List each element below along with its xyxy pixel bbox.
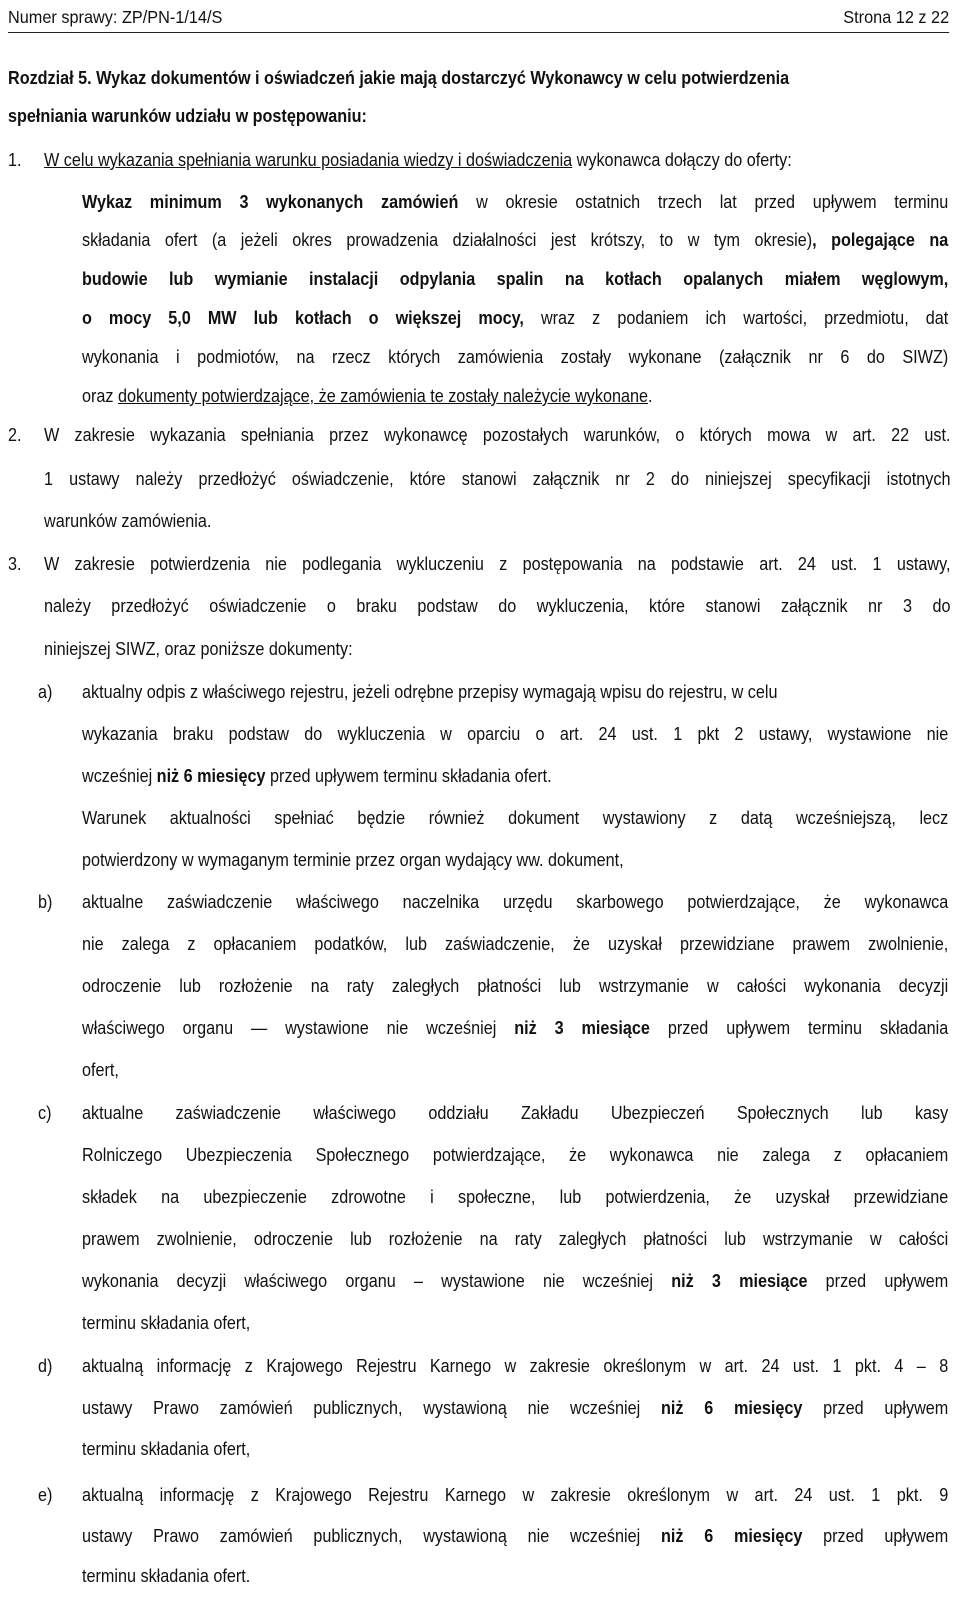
item-1-intro-underlined: W celu wykazania spełniania warunku posiadania wiedzy i doświadczenia (44, 149, 573, 170)
item-e-line-1: aktualną informację z Krajowego Rejestru Karnego w zakresie określonym w art. 24 ust. 1 pkt. 9 (82, 1484, 949, 1505)
item-e-line-2 (82, 1515, 948, 1557)
item-a-line-5: potwierdzony w wymaganym terminie przez organ wydający ww. dokument, (82, 849, 624, 870)
item-1-number: 1. (8, 149, 22, 170)
item-e-line-2-prefix: ustawy Prawo zamówień publicznych, wystawioną nie wcześniej (82, 1525, 661, 1546)
item-1-intro-rest: wykonawca dołączy do oferty: (572, 149, 792, 170)
item-a-line-1: aktualny odpis z właściwego rejestru, jeżeli odrębne przepisy wymagają wpisu do rejestru, w celu (82, 681, 778, 702)
item-1-line-2-text: składania ofert (a jeżeli okres prowadzenia działalności jest krótszy, to w tym okresie) (82, 229, 813, 250)
item-a-line-3-rest: przed upływem terminu składania ofert. (265, 765, 552, 786)
item-1-line-6 (82, 375, 948, 417)
item-3-number: 3. (8, 553, 22, 574)
item-d-line-2-prefix: ustawy Prawo zamówień publicznych, wystawioną nie wcześniej (82, 1397, 661, 1418)
item-b-label: b) (38, 891, 53, 912)
item-1-line-1-rest: w okresie ostatnich trzech lat przed upływem terminu (458, 191, 949, 212)
item-e-line-3: terminu składania ofert. (82, 1565, 251, 1586)
item-1-line-2 (82, 219, 948, 261)
item-d-line-1: aktualną informację z Krajowego Rejestru Karnego w zakresie określonym w art. 24 ust. 1 pkt. 4 – 8 (82, 1355, 949, 1376)
item-b-line-4-rest: przed upływem terminu składania (649, 1017, 949, 1038)
item-c-line-4: prawem zwolnienie, odroczenie lub rozłożenie na raty zaległych płatności lub wstrzymanie w całości (82, 1228, 949, 1249)
item-c-line-5 (82, 1260, 948, 1302)
page-number: Strona 12 z 22 (843, 7, 950, 27)
item-a-line-2: wykazania braku podstaw do wykluczenia w oparciu o art. 24 ust. 1 pkt 2 ustawy, wystawione nie (82, 723, 949, 744)
item-e-line-2-rest: przed upływem (802, 1525, 949, 1546)
chapter-heading-line-1: Rozdział 5. Wykaz dokumentów i oświadczeń jakie mają dostarczyć Wykonawcy w celu potwierdzenia (8, 67, 790, 88)
item-b-deadline-bold: niż 3 miesiące (514, 1017, 650, 1038)
item-1-line-2-bold: , polegające na (812, 229, 949, 250)
item-e-label: e) (38, 1484, 53, 1505)
item-3-line-3: niniejszej SIWZ, oraz poniższe dokumenty: (44, 638, 353, 659)
item-a-line-3-prefix: wcześniej (82, 765, 157, 786)
item-1-line-4-rest: wraz z podaniem ich wartości, przedmiotu, dat (523, 307, 949, 328)
item-2-number: 2. (8, 424, 22, 445)
case-number: Numer sprawy: ZP/PN-1/14/S (8, 7, 223, 27)
item-b-line-1: aktualne zaświadczenie właściwego naczelnika urzędu skarbowego potwierdzające, że wykonawca (82, 891, 949, 912)
item-d-line-2 (82, 1387, 948, 1429)
item-c-line-6: terminu składania ofert, (82, 1312, 251, 1333)
item-1-line-6-prefix: oraz (82, 385, 118, 406)
item-1-line-3: budowie lub wymianie instalacji odpylania spalin na kotłach opalanych miałem węglowym, (82, 268, 949, 289)
item-c-line-2: Rolniczego Ubezpieczenia Społecznego potwierdzające, że wykonawca nie zalega z opłacaniem (82, 1144, 949, 1165)
item-3-line-2: należy przedłożyć oświadczenie o braku podstaw do wykluczenia, które stanowi załącznik nr 3 do (44, 595, 951, 616)
item-c-deadline-bold: niż 3 miesiące (671, 1270, 808, 1291)
item-a-label: a) (38, 681, 53, 702)
item-2-line-1: W zakresie wykazania spełniania przez wykonawcę pozostałych warunków, o których mowa w art. 22 ust. (44, 424, 951, 445)
item-1-documents-underlined: dokumenty potwierdzające, że zamówienia te zostały należycie wykonane (117, 385, 648, 406)
item-b-line-4 (82, 1007, 948, 1049)
item-2-line-2: 1 ustawy należy przedłożyć oświadczenie, które stanowi załącznik nr 2 do niniejszej specyfikacji istotnych (44, 468, 951, 489)
item-b-line-5: ofert, (82, 1059, 119, 1080)
item-c-label: c) (38, 1102, 52, 1123)
item-d-label: d) (38, 1355, 53, 1376)
item-a-line-3 (82, 755, 948, 797)
item-3-line-1: W zakresie potwierdzenia nie podlegania wykluczeniu z postępowania na podstawie art. 24 ust. 1 ustawy, (44, 553, 951, 574)
item-1-line-6-end: . (647, 385, 653, 406)
item-b-line-2: nie zalega z opłacaniem podatków, lub zaświadczenie, że uzyskał przewidziane prawem zwolnienie, (82, 933, 949, 954)
item-c-line-1: aktualne zaświadczenie właściwego oddziału Zakładu Ubezpieczeń Społecznych lub kasy (82, 1102, 949, 1123)
item-1-intro (44, 139, 950, 181)
item-a-line-4: Warunek aktualności spełniać będzie również dokument wystawiony z datą wcześniejszą, lecz (82, 807, 949, 828)
item-b-line-3: odroczenie lub rozłożenie na raty zaległych płatności lub wstrzymanie w całości wykonania decyzji (82, 975, 949, 996)
item-c-line-5-rest: przed upływem (807, 1270, 949, 1291)
chapter-heading-line-2: spełniania warunków udziału w postępowaniu: (8, 105, 367, 126)
item-2-line-3: warunków zamówienia. (44, 510, 212, 531)
item-d-line-3: terminu składania ofert, (82, 1438, 251, 1459)
item-1-list-title: Wykaz minimum 3 wykonanych zamówień (82, 191, 459, 212)
item-e-deadline-bold: niż 6 miesięcy (660, 1525, 803, 1546)
item-1-line-1 (82, 181, 948, 223)
item-1-line-4-bold: o mocy 5,0 MW lub kotłach o większej mocy, (82, 307, 524, 328)
item-d-line-2-rest: przed upływem (802, 1397, 949, 1418)
item-a-deadline-bold: niż 6 miesięcy (156, 765, 266, 786)
page-header (8, 4, 949, 33)
item-b-line-4-prefix: właściwego organu — wystawione nie wcześniej (82, 1017, 515, 1038)
item-1-line-5: wykonania i podmiotów, na rzecz których zamówienia zostały wykonane (załącznik nr 6 do SIWZ) (82, 346, 949, 367)
item-1-line-4 (82, 297, 948, 339)
item-d-deadline-bold: niż 6 miesięcy (660, 1397, 803, 1418)
item-c-line-5-prefix: wykonania decyzji właściwego organu – wystawione nie wcześniej (82, 1270, 672, 1291)
item-c-line-3: składek na ubezpieczenie zdrowotne i społeczne, lub potwierdzenia, że uzyskał przewidziane (82, 1186, 949, 1207)
